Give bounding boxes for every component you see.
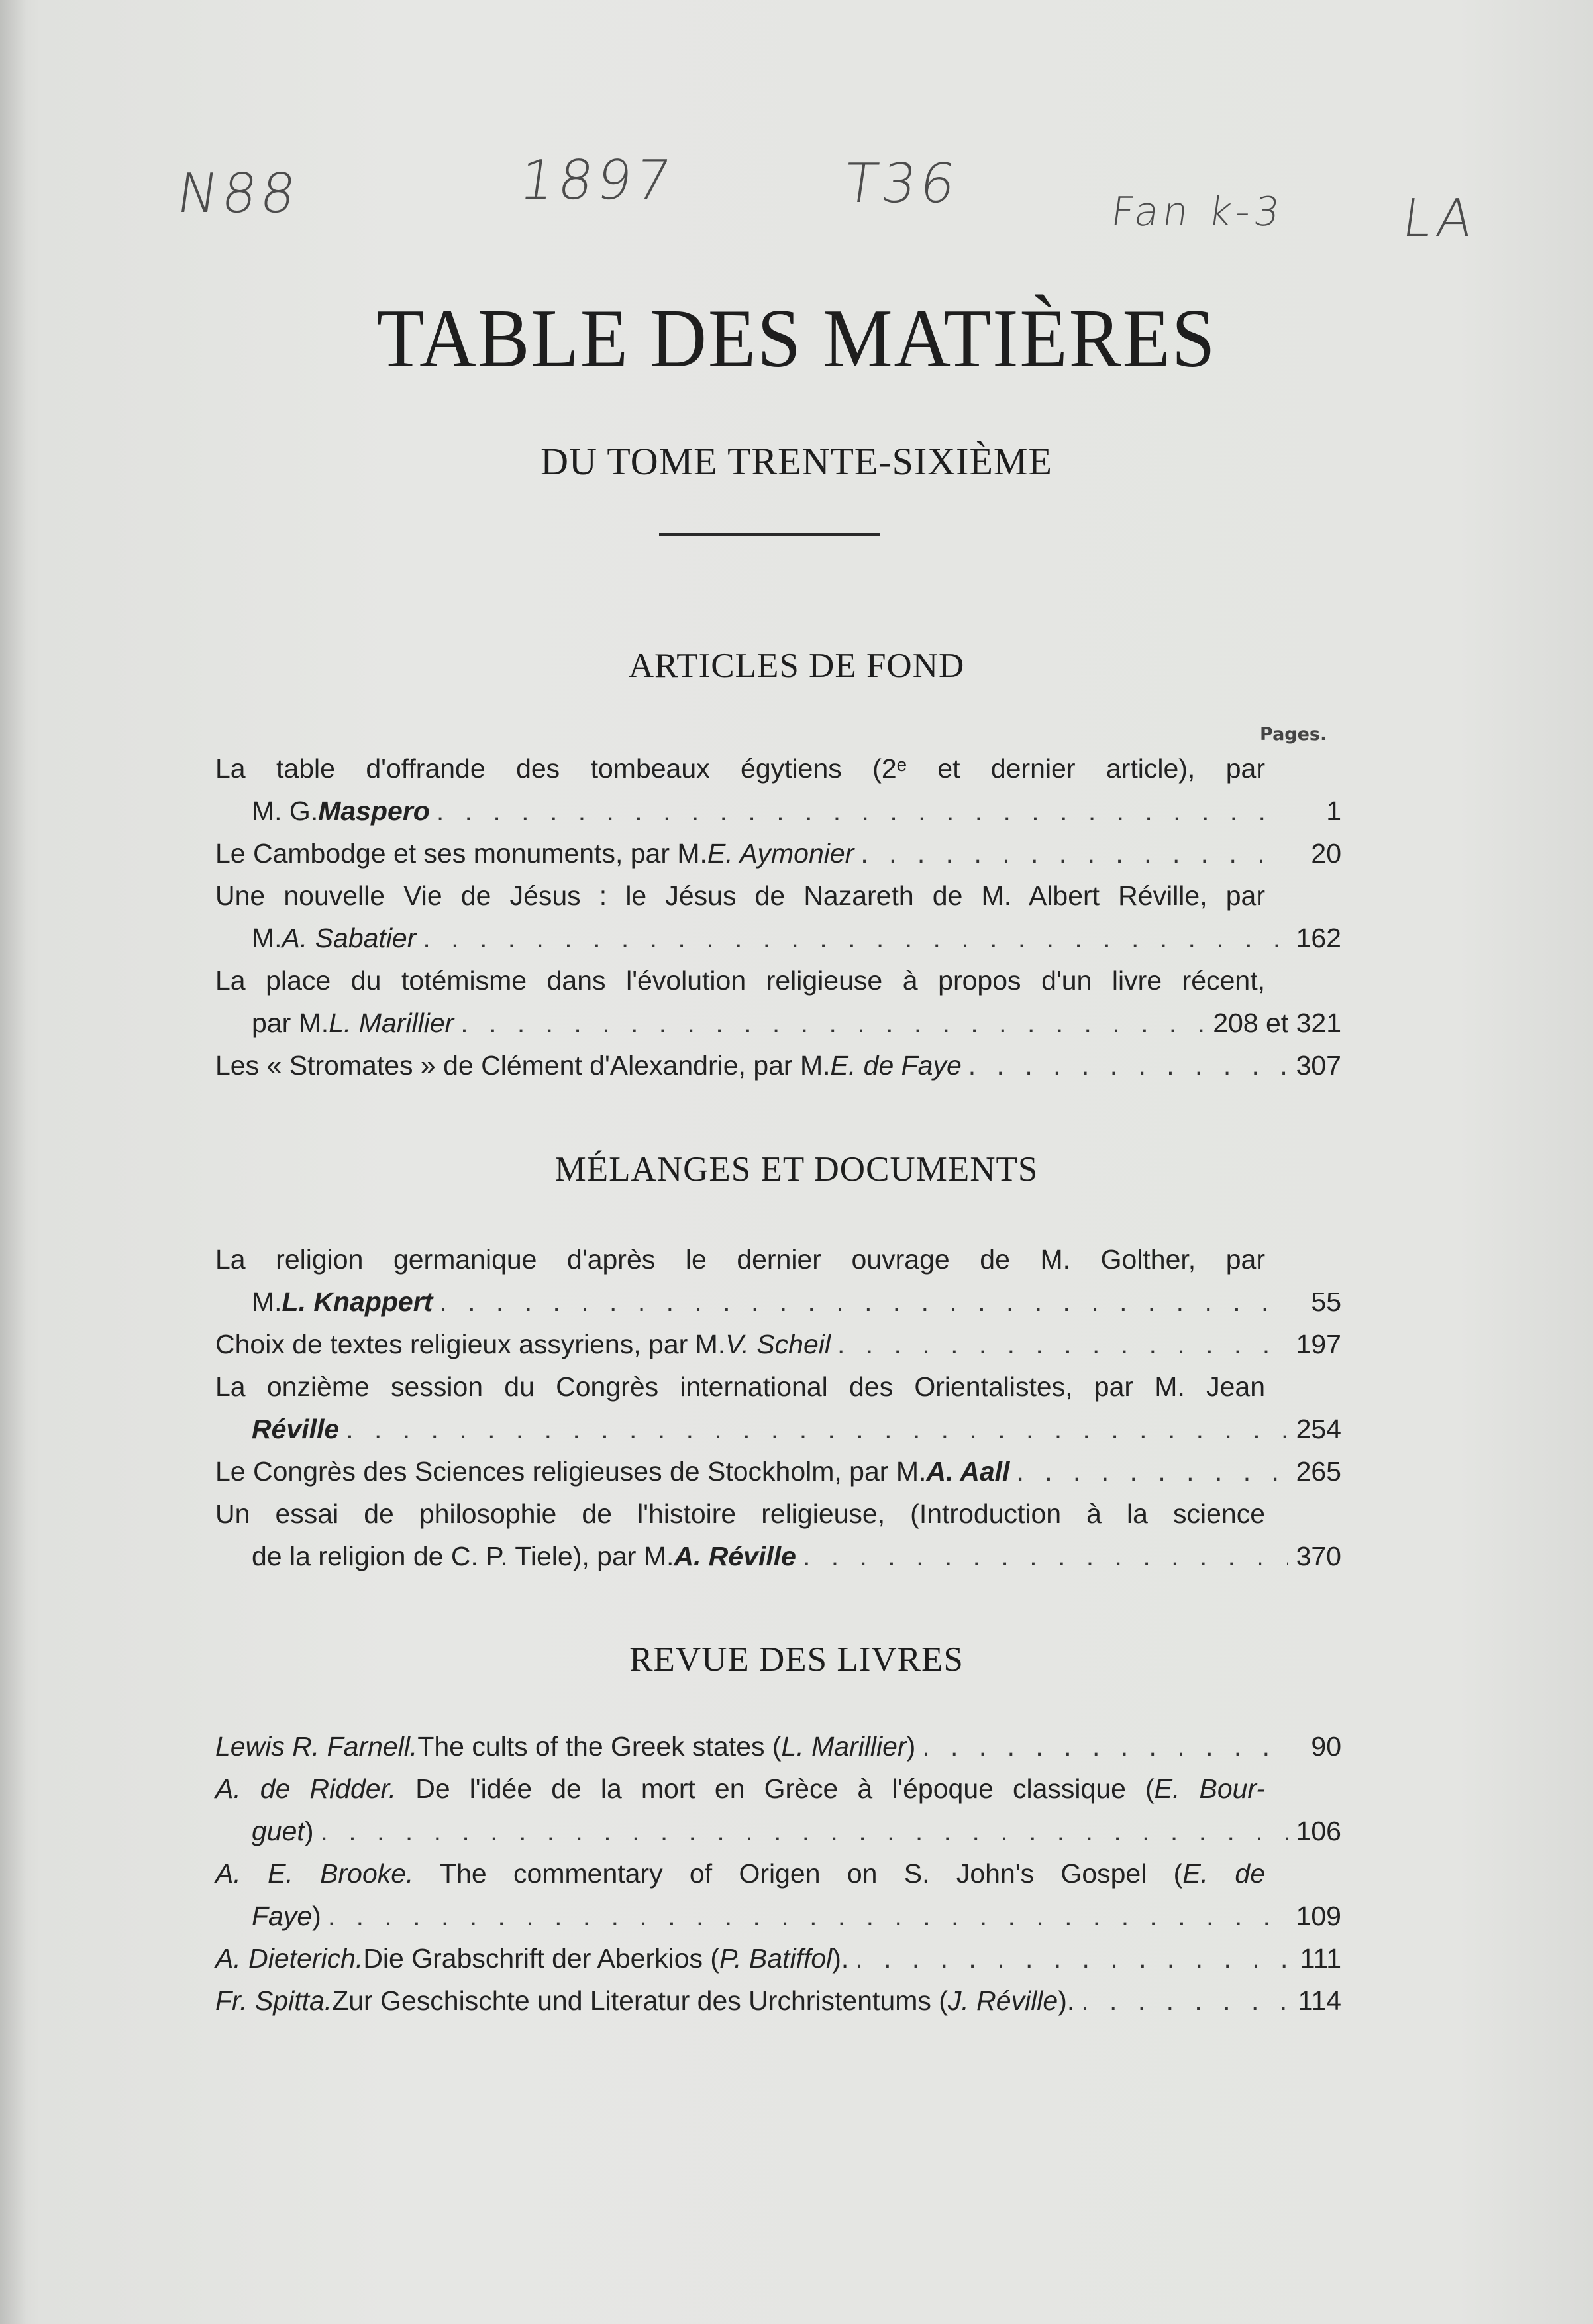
entry-text: M. (252, 1287, 282, 1317)
entry-line-2 (215, 790, 1341, 832)
page-number: 208 et 321 (1213, 1008, 1341, 1038)
entry-text: M. G. (252, 796, 319, 826)
dot-leader (860, 832, 1288, 874)
entry-line (215, 1323, 1341, 1365)
entry-author: A. Aall (926, 1456, 1010, 1487)
page-title: TABLE DES MATIÈRES (376, 293, 1217, 385)
toc-articles (215, 747, 1341, 1086)
page-number: 90 (1311, 1731, 1341, 1762)
entry-text: ). (1058, 1985, 1075, 2016)
entry-line-2 (215, 917, 1341, 959)
toc-entry (215, 1450, 1341, 1493)
entry-text: La religion germanique d'après le dernier ouvrage de M. Golther, par (215, 1244, 1265, 1275)
toc-entry (215, 832, 1341, 874)
entry-text: M. (252, 923, 282, 953)
dot-leader (320, 1810, 1288, 1852)
book-title: Zur Geschischte und Literatur des Urchristentums ( (332, 1985, 948, 2016)
entry-author: Réville (252, 1414, 340, 1444)
entry-text: Choix de textes religieux assyriens, par M. (215, 1329, 726, 1359)
entry-text: Un essai de philosophie de l'histoire religieuse, (Introduction à la science (215, 1499, 1265, 1529)
entry-line-2 (215, 1408, 1341, 1450)
entry-line (215, 832, 1341, 874)
entry-line (215, 1450, 1341, 1493)
section-heading-articles: ARTICLES DE FOND (628, 647, 965, 685)
pages-column-label: Pages. (1260, 724, 1327, 745)
entry-text: Les « Stromates » de Clément d'Alexandrie, par M. (215, 1050, 831, 1081)
entry-text: ) (304, 1816, 314, 1846)
book-title: The commentary of Origen on S. John's Gospel ( (413, 1858, 1183, 1889)
entry-text: Le Congrès des Sciences religieuses de Stockholm, par M. (215, 1456, 927, 1487)
entry-author: A. Réville (674, 1541, 796, 1571)
toc-entry (215, 1238, 1341, 1323)
book-title: De l'idée de la mort en Grèce à l'époque classique ( (396, 1773, 1155, 1804)
entry-line-2 (215, 1895, 1341, 1937)
dot-leader (855, 1937, 1288, 1980)
dot-leader (803, 1535, 1288, 1577)
toc-livres (215, 1725, 1341, 2022)
entry-author: Maspero (318, 796, 430, 826)
toc-melanges (215, 1238, 1341, 1577)
section-heading-melanges: MÉLANGES ET DOCUMENTS (554, 1150, 1039, 1188)
entry-line-2 (215, 1002, 1341, 1044)
toc-entry (215, 1493, 1341, 1577)
dot-leader (1016, 1450, 1288, 1493)
book-author: A. E. Brooke. (215, 1858, 414, 1889)
toc-entry (215, 747, 1341, 832)
handwritten-note: N88 (173, 162, 304, 225)
entry-text: ) (906, 1731, 916, 1762)
toc-entry (215, 1725, 1341, 1768)
reviewer: Faye (252, 1901, 313, 1931)
entry-author: E. Aymonier (707, 838, 854, 869)
page-number: 162 (1296, 923, 1341, 953)
reviewer: guet (252, 1816, 305, 1846)
entry-line-1 (215, 1852, 1265, 1895)
page-number: 20 (1311, 838, 1341, 869)
toc-entry (215, 874, 1341, 959)
dot-leader (460, 1002, 1206, 1044)
page-number: 109 (1296, 1901, 1341, 1931)
entry-text: ). (832, 1943, 849, 1974)
entry-text: La place du totémisme dans l'évolution religieuse à propos d'un livre récent, (215, 965, 1265, 996)
entry-text: par M. (252, 1008, 329, 1038)
handwritten-note: LA (1398, 189, 1480, 248)
section-heading-livres: REVUE DES LIVRES (629, 1640, 964, 1679)
toc-entry (215, 1768, 1341, 1852)
dot-leader (968, 1044, 1288, 1086)
entry-line-2 (215, 1281, 1341, 1323)
page-number: 197 (1296, 1329, 1341, 1359)
entry-line-1 (215, 1768, 1265, 1810)
entry-author: L. Knappert (282, 1287, 433, 1317)
entry-line (215, 1044, 1341, 1086)
dot-leader (423, 917, 1288, 959)
reviewer: P. Batiffol (719, 1943, 833, 1974)
book-title: The cults of the Greek states ( (417, 1731, 782, 1762)
reviewer: E. de (1182, 1858, 1266, 1889)
entry-author: E. de Faye (830, 1050, 962, 1081)
entry-text: La table d'offrande des tombeaux égytiens (2ᵉ et dernier article), par (215, 753, 1265, 784)
page-number: 265 (1296, 1456, 1341, 1487)
dot-leader (439, 1281, 1288, 1323)
handwritten-note: T36 (840, 152, 964, 215)
entry-text: ) (312, 1901, 321, 1931)
reviewer: L. Marillier (781, 1731, 907, 1762)
handwritten-note: Fan k-3 (1108, 189, 1287, 235)
page-number: 254 (1296, 1414, 1341, 1444)
dot-leader (837, 1323, 1288, 1365)
page-number: 111 (1300, 1943, 1341, 1974)
title-divider (659, 533, 880, 536)
dot-leader (346, 1408, 1288, 1450)
page-number: 55 (1311, 1287, 1341, 1317)
dot-leader (328, 1895, 1288, 1937)
toc-entry (215, 1852, 1341, 1937)
entry-text: Une nouvelle Vie de Jésus : le Jésus de Nazareth de M. Albert Réville, par (215, 880, 1265, 911)
handwritten-note: 1897 (515, 149, 679, 212)
page-number: 106 (1296, 1816, 1341, 1846)
book-title: Die Grabschrift der Aberkios ( (363, 1943, 720, 1974)
entry-line (215, 1725, 1341, 1768)
book-author: Fr. Spitta. (215, 1985, 333, 2016)
page-number: 307 (1296, 1050, 1341, 1081)
entry-author: L. Marillier (329, 1008, 454, 1038)
toc-entry (215, 959, 1341, 1044)
toc-entry (215, 1323, 1341, 1365)
entry-line-2 (215, 1810, 1341, 1852)
page-number: 1 (1326, 796, 1341, 826)
book-author: A. Dieterich. (215, 1943, 364, 1974)
entry-line (215, 1980, 1341, 2022)
entry-line (215, 1937, 1341, 1980)
entry-text: La onzième session du Congrès international des Orientalistes, par M. Jean (215, 1371, 1265, 1402)
page-number: 370 (1296, 1541, 1341, 1571)
reviewer: J. Réville (947, 1985, 1058, 2016)
book-author: Lewis R. Farnell. (215, 1731, 418, 1762)
dot-leader (1081, 1980, 1288, 2022)
toc-entry (215, 1365, 1341, 1450)
reviewer: E. Bour- (1154, 1773, 1265, 1804)
book-author: A. de Ridder. (215, 1773, 397, 1804)
dot-leader (922, 1725, 1288, 1768)
page-number: 114 (1298, 1985, 1341, 2016)
entry-text: de la religion de C. P. Tiele), par M. (252, 1541, 674, 1571)
dot-leader (437, 790, 1288, 832)
entry-author: V. Scheil (725, 1329, 831, 1359)
entry-line-2 (215, 1535, 1341, 1577)
toc-entry (215, 1044, 1341, 1086)
entry-author: A. Sabatier (282, 923, 417, 953)
toc-entry (215, 1937, 1341, 1980)
page-subtitle: DU TOME TRENTE-SIXIÈME (540, 440, 1053, 483)
handwritten-annotations (0, 149, 1593, 248)
toc-entry (215, 1980, 1341, 2022)
entry-text: Le Cambodge et ses monuments, par M. (215, 838, 707, 869)
